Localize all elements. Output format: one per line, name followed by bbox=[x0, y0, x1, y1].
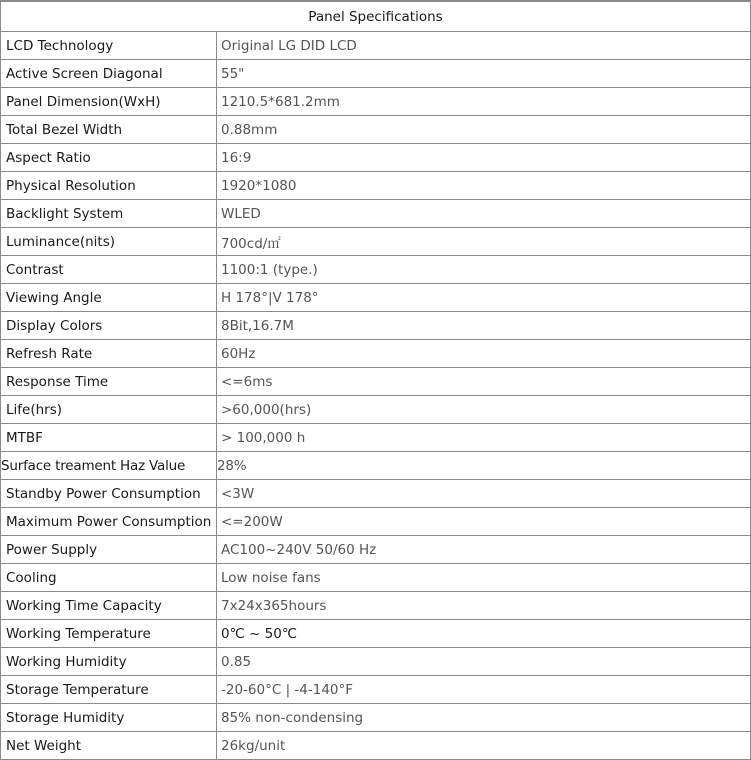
spec-label: Panel Dimension(WxH) bbox=[1, 88, 217, 116]
table-title: Panel Specifications bbox=[1, 2, 751, 32]
table-row bbox=[1, 536, 751, 564]
table-row bbox=[1, 592, 751, 620]
spec-label: Response Time bbox=[1, 368, 217, 396]
spec-label: Surface treament Haz Value bbox=[1, 452, 217, 480]
spec-label: Maximum Power Consumption bbox=[1, 508, 217, 536]
spec-value: Low noise fans bbox=[217, 564, 751, 592]
table-row bbox=[1, 732, 751, 760]
table-row bbox=[1, 116, 751, 144]
spec-label: Storage Humidity bbox=[1, 704, 217, 732]
spec-value: 1920*1080 bbox=[217, 172, 751, 200]
spec-value: Original LG DID LCD bbox=[217, 32, 751, 60]
spec-label: Luminance(nits) bbox=[1, 228, 217, 256]
spec-label: MTBF bbox=[1, 424, 217, 452]
spec-value: 1210.5*681.2mm bbox=[217, 88, 751, 116]
table-title-row bbox=[1, 2, 751, 32]
spec-value: 85% non-condensing bbox=[217, 704, 751, 732]
table-row bbox=[1, 228, 751, 256]
spec-label: Cooling bbox=[1, 564, 217, 592]
spec-label: Life(hrs) bbox=[1, 396, 217, 424]
spec-value: 28% bbox=[217, 452, 751, 480]
table-row bbox=[1, 88, 751, 116]
spec-value: 0.85 bbox=[217, 648, 751, 676]
spec-value: <=6ms bbox=[217, 368, 751, 396]
spec-value: > 100,000 h bbox=[217, 424, 751, 452]
spec-label: Total Bezel Width bbox=[1, 116, 217, 144]
spec-value: 7x24x365hours bbox=[217, 592, 751, 620]
spec-label: Viewing Angle bbox=[1, 284, 217, 312]
table-row bbox=[1, 32, 751, 60]
spec-label: Backlight System bbox=[1, 200, 217, 228]
spec-value: 55" bbox=[217, 60, 751, 88]
spec-value: WLED bbox=[217, 200, 751, 228]
table-row bbox=[1, 676, 751, 704]
table-row bbox=[1, 508, 751, 536]
spec-value: >60,000(hrs) bbox=[217, 396, 751, 424]
table-row bbox=[1, 172, 751, 200]
spec-label: Power Supply bbox=[1, 536, 217, 564]
spec-value: 1100:1 (type.) bbox=[217, 256, 751, 284]
table-row bbox=[1, 200, 751, 228]
spec-value: 26kg/unit bbox=[217, 732, 751, 760]
spec-label: Refresh Rate bbox=[1, 340, 217, 368]
spec-value: <=200W bbox=[217, 508, 751, 536]
spec-label: Standby Power Consumption bbox=[1, 480, 217, 508]
spec-label: Display Colors bbox=[1, 312, 217, 340]
spec-value: 8Bit,16.7M bbox=[217, 312, 751, 340]
table-row bbox=[1, 564, 751, 592]
table-row bbox=[1, 256, 751, 284]
table-row bbox=[1, 312, 751, 340]
spec-value: 16:9 bbox=[217, 144, 751, 172]
spec-value: 0℃ ~ 50℃ bbox=[217, 620, 751, 648]
spec-value: <3W bbox=[217, 480, 751, 508]
table-row bbox=[1, 396, 751, 424]
table-row bbox=[1, 424, 751, 452]
spec-label: Aspect Ratio bbox=[1, 144, 217, 172]
spec-label: Storage Temperature bbox=[1, 676, 217, 704]
spec-value: H 178°|V 178° bbox=[217, 284, 751, 312]
spec-label: Active Screen Diagonal bbox=[1, 60, 217, 88]
spec-value: 0.88mm bbox=[217, 116, 751, 144]
spec-label: Contrast bbox=[1, 256, 217, 284]
spec-label: Working Temperature bbox=[1, 620, 217, 648]
spec-label: Working Humidity bbox=[1, 648, 217, 676]
table-row bbox=[1, 60, 751, 88]
table-row bbox=[1, 452, 751, 480]
spec-label: LCD Technology bbox=[1, 32, 217, 60]
table-row bbox=[1, 648, 751, 676]
spec-value: AC100~240V 50/60 Hz bbox=[217, 536, 751, 564]
spec-label: Physical Resolution bbox=[1, 172, 217, 200]
table-row bbox=[1, 620, 751, 648]
table-row bbox=[1, 284, 751, 312]
spec-value: 60Hz bbox=[217, 340, 751, 368]
spec-label: Net Weight bbox=[1, 732, 217, 760]
table-row bbox=[1, 704, 751, 732]
table-row bbox=[1, 340, 751, 368]
table-row bbox=[1, 368, 751, 396]
spec-label: Working Time Capacity bbox=[1, 592, 217, 620]
spec-value: -20-60°C | -4-140°F bbox=[217, 676, 751, 704]
table-row bbox=[1, 480, 751, 508]
spec-value: 700cd/㎡ bbox=[217, 228, 751, 256]
table-row bbox=[1, 144, 751, 172]
